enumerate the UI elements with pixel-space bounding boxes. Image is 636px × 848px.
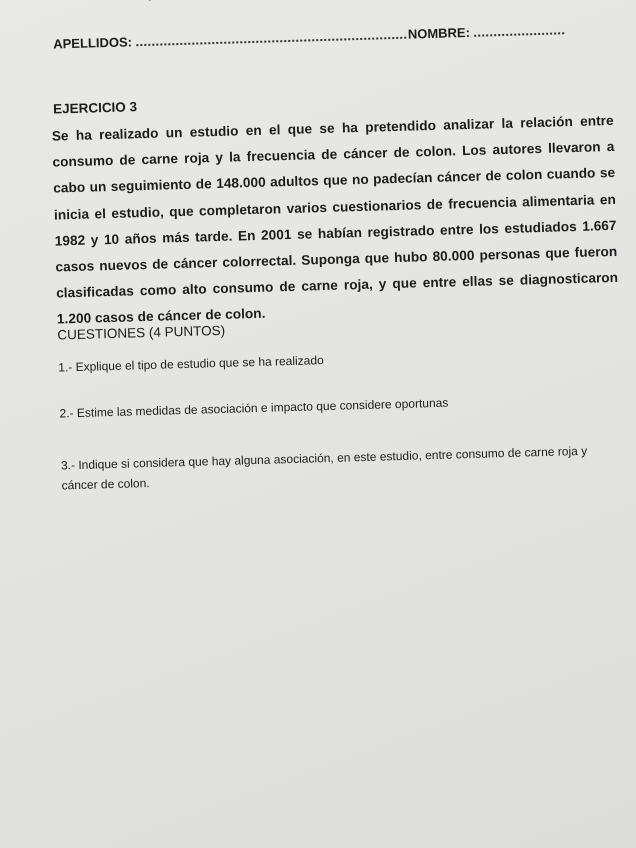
question-3: 3.- Indique si considera que hay alguna asociación, en este estudio, entre consumo de carne roja y cáncer de colon. (60, 443, 588, 493)
question-2: 2.- Estime las medidas de asociación e impacto que considere oportunas (59, 395, 449, 421)
question-1: 1.- Explique el tipo de estudio que se ha realizado (58, 353, 324, 375)
nombre-line (474, 24, 564, 37)
apellidos-line (136, 29, 406, 47)
student-fields (53, 22, 564, 51)
exercise-title: EJERCICIO 3 (52, 99, 138, 117)
header-fragment (150, 0, 329, 2)
nombre-label: NOMBRE: (407, 24, 471, 42)
exercise-statement: Se ha realizado un estudio en el que se ha pretendido analizar la relación entre consumo de carne roja y la frecuencia de cáncer de colon. Los autores llevaron a cabo un seguimiento de 148.000 adultos que no padecían cáncer de colon cuando se inicia el estudio, que completaron varios cuestionarios de frecuencia alimentaria en 1982 y 10 años más tarde. En 2001 se habían registrado entre los estudiados 1.667 casos nuevos de cáncer colorrectal. Suponga que hubo 80.000 personas que fueron clasificadas como alto consumo de carne roja, y que entre ellas se diagnosticaron 1.200 casos de cáncer de colon. (51, 112, 619, 327)
questions-heading: CUESTIONES (4 PUNTOS) (57, 322, 226, 343)
apellidos-label: APELLIDOS: (53, 34, 133, 52)
